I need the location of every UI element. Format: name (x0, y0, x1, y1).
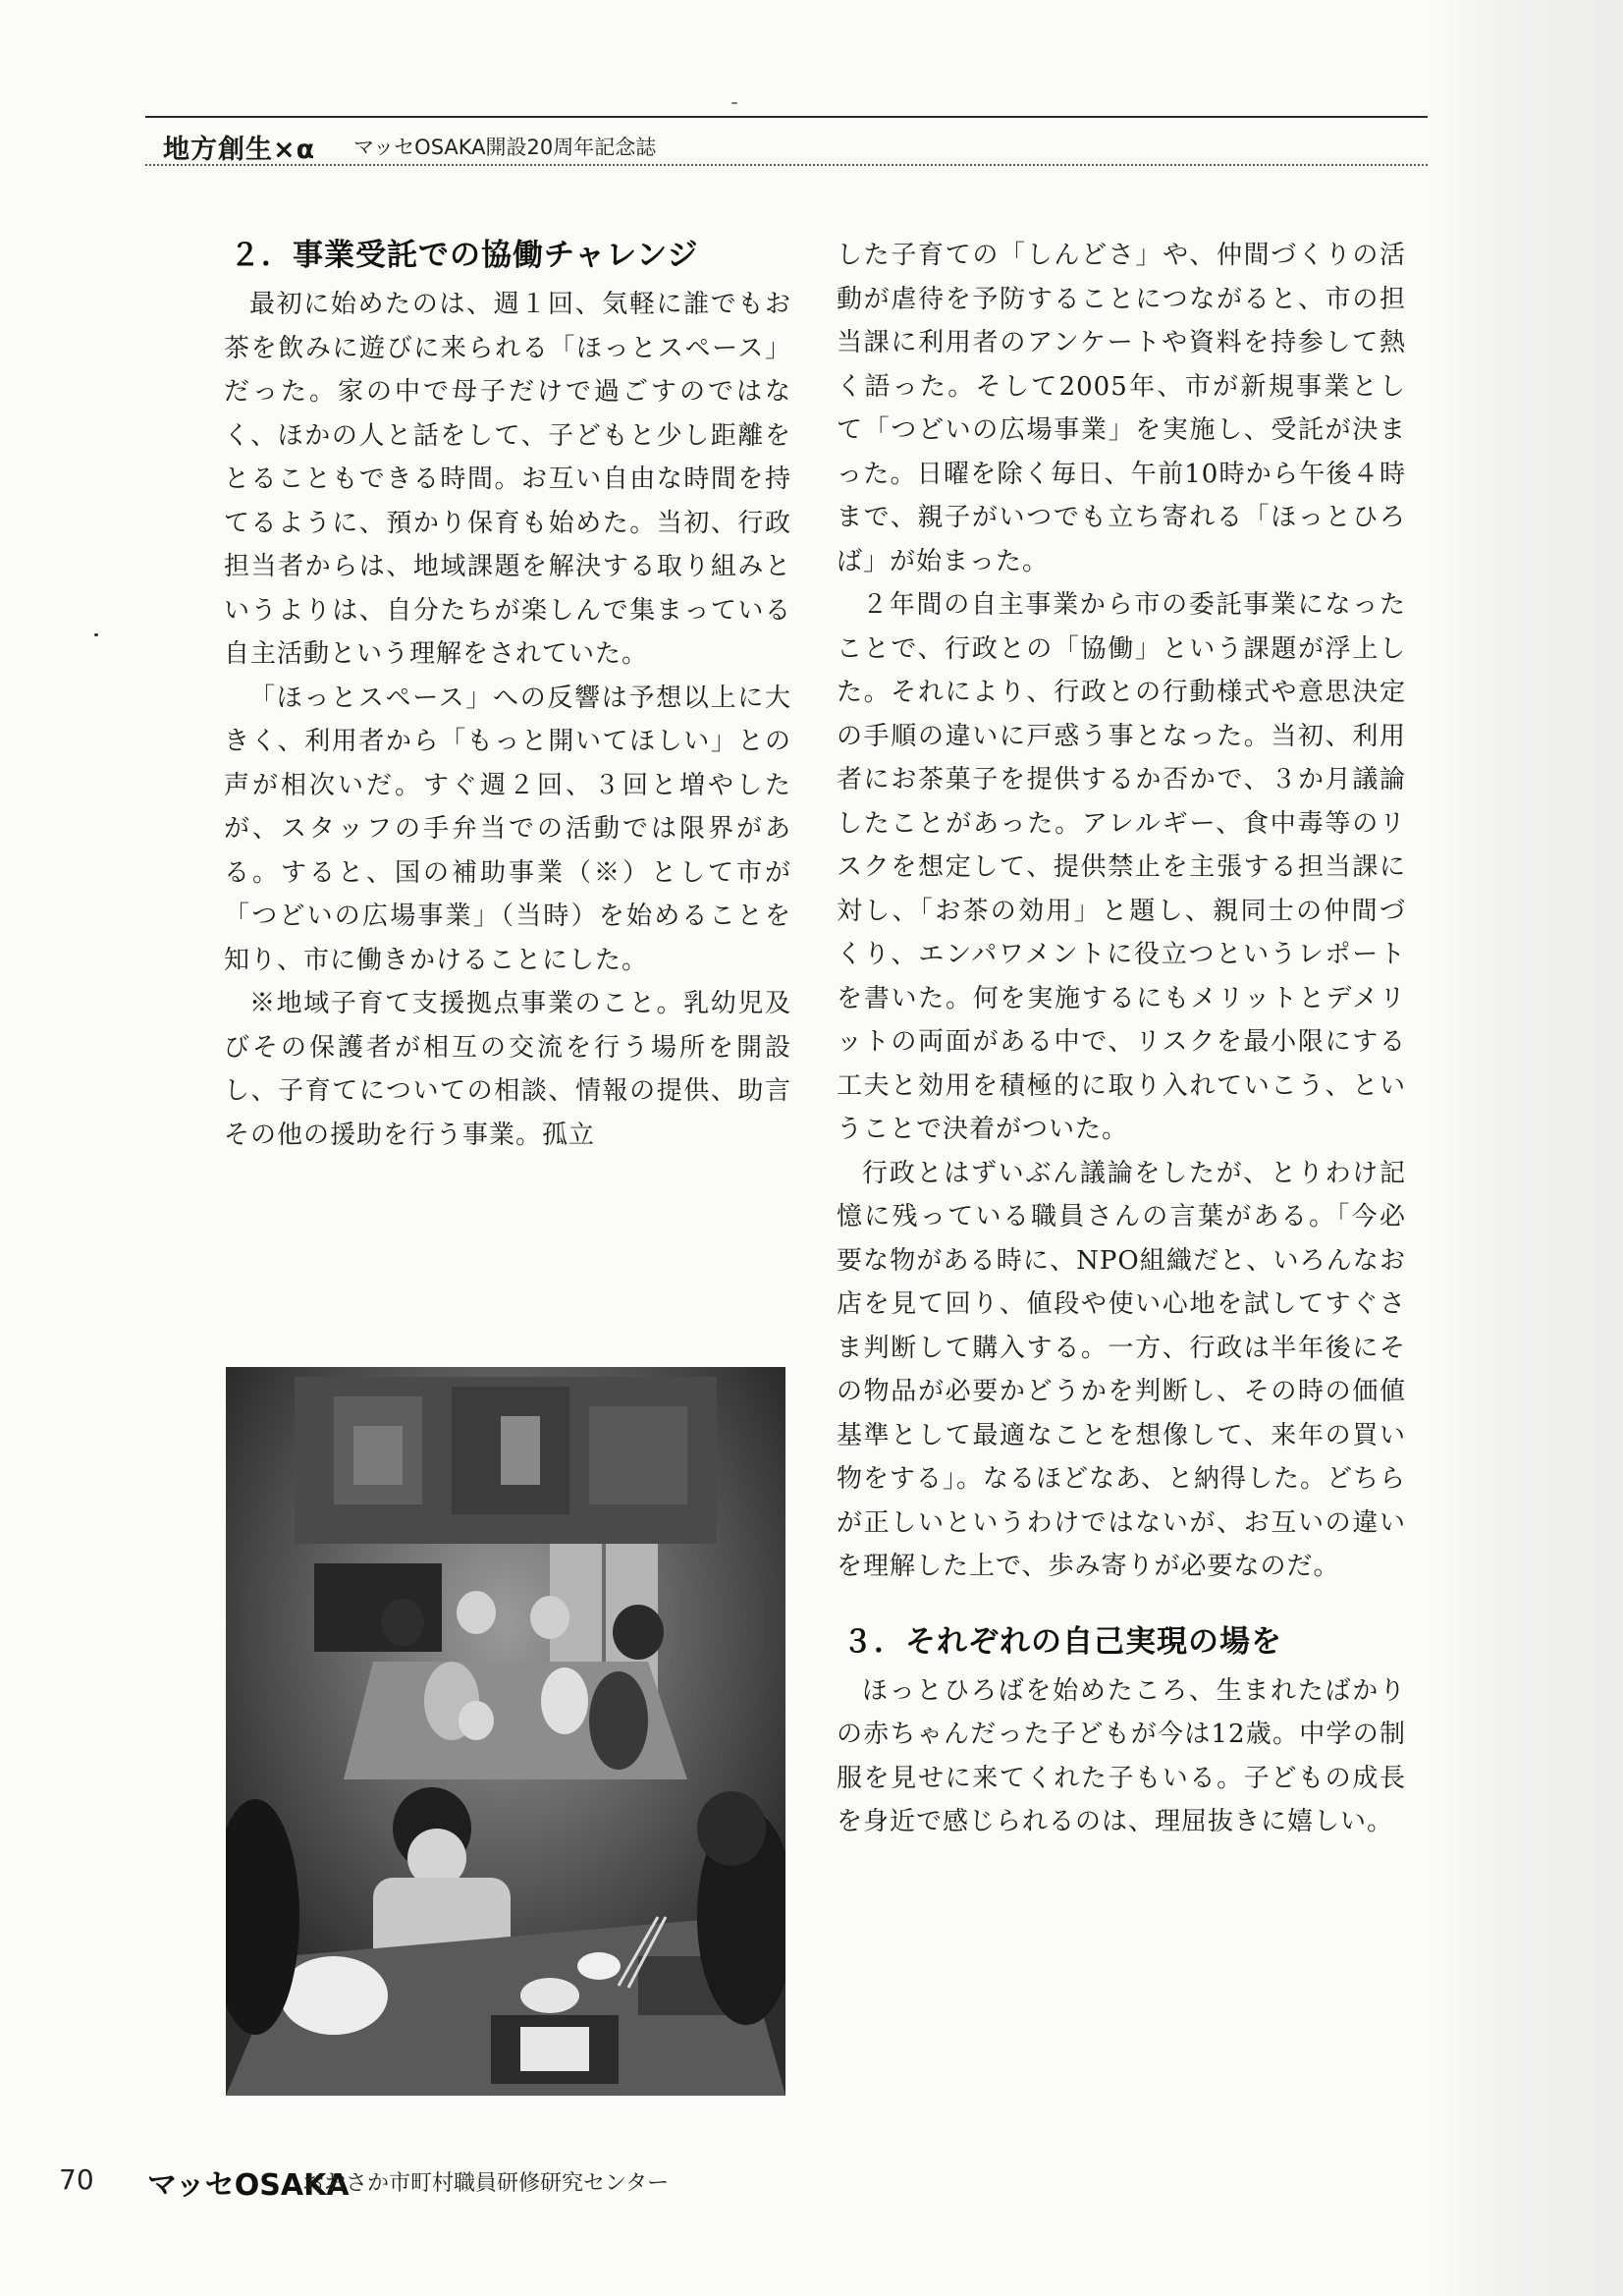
publisher-org-name: おおさか市町村職員研修研究センター (302, 2171, 670, 2196)
paragraph: 行政とはずいぶん議論をしたが、とりわけ記憶に残っている職員さんの言葉がある。「今必要な物がある時に、NPO組織だと、いろんなお店を見て回り、値段や使い心地を試してすぐさま判断して購入する。一方、行政は半年後にその物品が必要かどうかを判断し、その時の価値基準として最適なことを想像して、来年の買い物をする」。なるほどなあ、と納得した。どちらが正しいというわけではないが、お互いの違いを理解した上で、歩み寄りが必要なのだ。 (837, 1158, 1406, 1581)
scan-speck (94, 633, 98, 636)
publisher-logo: マッセOSAKA (147, 2168, 350, 2203)
paragraph: 最初に始めたのは、週１回、気軽に誰でもお茶を飲みに遊びに来られる「ほっとスペース」だった。家の中で母子だけで過ごすのではなく、ほかの人と話をして、子どもと少し距離をとることもできる時間。お互い自由な時間を持てるように、預かり保育も始めた。当初、行政担当者からは、地域課題を解決する取り組みというよりは、自分たちが楽しんで集まっている自主活動という理解をされていた。 (224, 290, 791, 669)
page-edge-shade (1427, 0, 1623, 2296)
paragraph: 「ほっとスペース」への反響は予想以上に大きく、利用者から「もっと開いてほしい」との声が相次いだ。すぐ週２回、３回と増やしたが、スタッフの手弁当での活動では限界がある。すると、国の補助事業（※）として市が「つどいの広場事業」（当時）を始めることを知り、市に働きかけることにした。 (224, 683, 791, 975)
running-header (145, 116, 1428, 167)
photo-illustration (226, 1367, 785, 2096)
section-heading-3: ３．それぞれの自己実現の場を (842, 1623, 1282, 1660)
paragraph: ほっとひろばを始めたころ、生まれたばかりの赤ちゃんだった子どもが今は12歳。中学の制服を見せに来てくれた子もいる。子どもの成長を身近で感じられるのは、理屈抜きに嬉しい。 (837, 1675, 1406, 1836)
section-heading-2: ２．事業受託での協働チャレンジ (230, 238, 699, 273)
right-column (837, 234, 1406, 1844)
header-subtitle: マッセOSAKA開設20周年記念誌 (353, 136, 657, 159)
paragraph: ２年間の自主事業から市の委託事業になったことで、行政との「協働」という課題が浮上した。それにより、行政との行動様式や意思決定の手順の違いに戸惑う事となった。当初、利用者にお茶菓子を提供するか否かで、３か月議論したことがあった。アレルギー、食中毒等のリスクを想定して、提供禁止を主張する担当課に対し、「お茶の効用」と題し、親同士の仲間づくり、エンパワメントに役立つというレポートを書いた。何を実施するにもメリットとデメリットの両面がある中で、リスクを最小限にする工夫と効用を積極的に取り入れていこう、ということで決着がついた。 (837, 590, 1406, 1144)
header-title: 地方創生×α (163, 135, 316, 165)
scan-speck (731, 102, 737, 104)
left-column (224, 234, 791, 1157)
footnote-paragraph: ※地域子育て支援拠点事業のこと。乳幼児及びその保護者が相互の交流を行う場所を開設し、子育てについての相談、情報の提供、助言その他の援助を行う事業。孤立 (224, 989, 791, 1150)
photo-group-meal (226, 1367, 785, 2096)
header-dotted-rule (145, 164, 1428, 166)
paragraph-continued: した子育ての「しんどさ」や、仲間づくりの活動が虐待を予防することにつながると、市の担当課に利用者のアンケートや資料を持参して熱く語った。そして2005年、市が新規事業として「つどいの広場事業」を実施し、受託が決まった。日曜を除く毎日、午前10時から午後４時まで、親子がいつでも立ち寄れる「ほっとひろば」が始まった。 (837, 241, 1406, 576)
page-number: 70 (59, 2163, 94, 2196)
